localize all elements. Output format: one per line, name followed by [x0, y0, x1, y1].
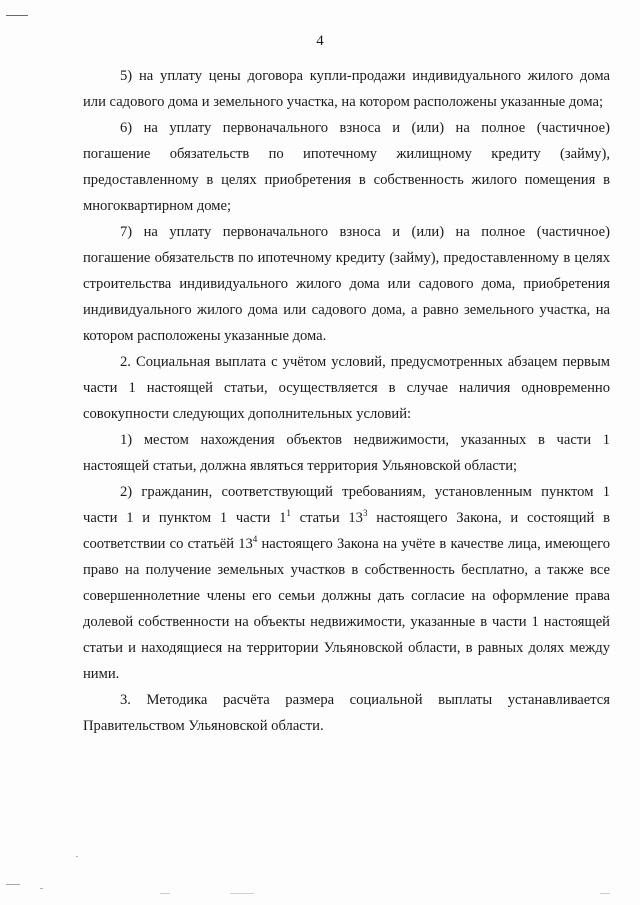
superscript-1: 1	[286, 508, 291, 518]
paragraph-condition-2	[83, 479, 610, 687]
scan-mark	[40, 888, 43, 889]
scan-mark	[230, 893, 254, 894]
paragraph-section-2: 2. Социальная выплата с учётом условий, предусмотренных абзацем первым части 1 настоящей статьи, осуществляется в случае наличия одновременно совокупности следующих дополнительных условий:	[83, 354, 610, 422]
paragraph-section-3: 3. Методика расчёта размера социальной выплаты устанавливается Правительством Ульяновской области.	[83, 692, 610, 734]
condition-2-text-b: статьи 13	[290, 510, 363, 526]
paragraph-condition-1: 1) местом нахождения объектов недвижимости, указанных в части 1 настоящей статьи, должна являться территория Ульяновской области;	[83, 432, 610, 474]
superscript-3: 3	[362, 508, 368, 518]
scan-mark	[6, 884, 20, 885]
condition-2-text-a: 2) гражданин, соответствующий требованиям, установленным пунктом 1 части 1 и пунктом 1 части 1	[83, 484, 610, 526]
paragraph-item-7: 7) на уплату первоначального взноса и (или) на полное (частичное) погашение обязательств по ипотечному кредиту (займу), предоставленному в целях строительства индивидуального жилого дома или садового дома, приобретения индивидуального жилого дома или садового дома, а равно земельного участка, на котором расположены указанные дома.	[83, 224, 610, 344]
condition-2-text-d: настоящего Закона на учёте в качестве лица, имеющего право на получение земельных участков в собственность бесплатно, а также все совершеннолетние члены его семьи должны дать согласие на оформление права долевой собственности на объекты недвижимости, указанные в части 1 настоящей статьи и находящиеся на территории Ульяновской области, в равных долях между ними.	[83, 536, 610, 682]
scan-mark	[160, 893, 170, 894]
scan-mark	[600, 893, 610, 894]
scan-mark	[6, 15, 28, 16]
paragraph-item-5: 5) на уплату цены договора купли-продажи индивидуального жилого дома или садового дома и земельного участка, на котором расположены указанные дома;	[83, 68, 610, 110]
condition-2-text-c: настоящего Закона, и состоящий в соответствии со статьёй 13	[83, 510, 610, 552]
document-body	[83, 63, 610, 739]
superscript-4: 4	[252, 534, 258, 544]
paragraph-item-6: 6) на уплату первоначального взноса и (или) на полное (частичное) погашение обязательств по ипотечному жилищному кредиту (займу), предоставленному в целях приобретения в собственность жилого помещения в многоквартирном доме;	[83, 120, 610, 214]
page-number: 4	[316, 33, 324, 49]
scan-mark	[76, 856, 78, 857]
